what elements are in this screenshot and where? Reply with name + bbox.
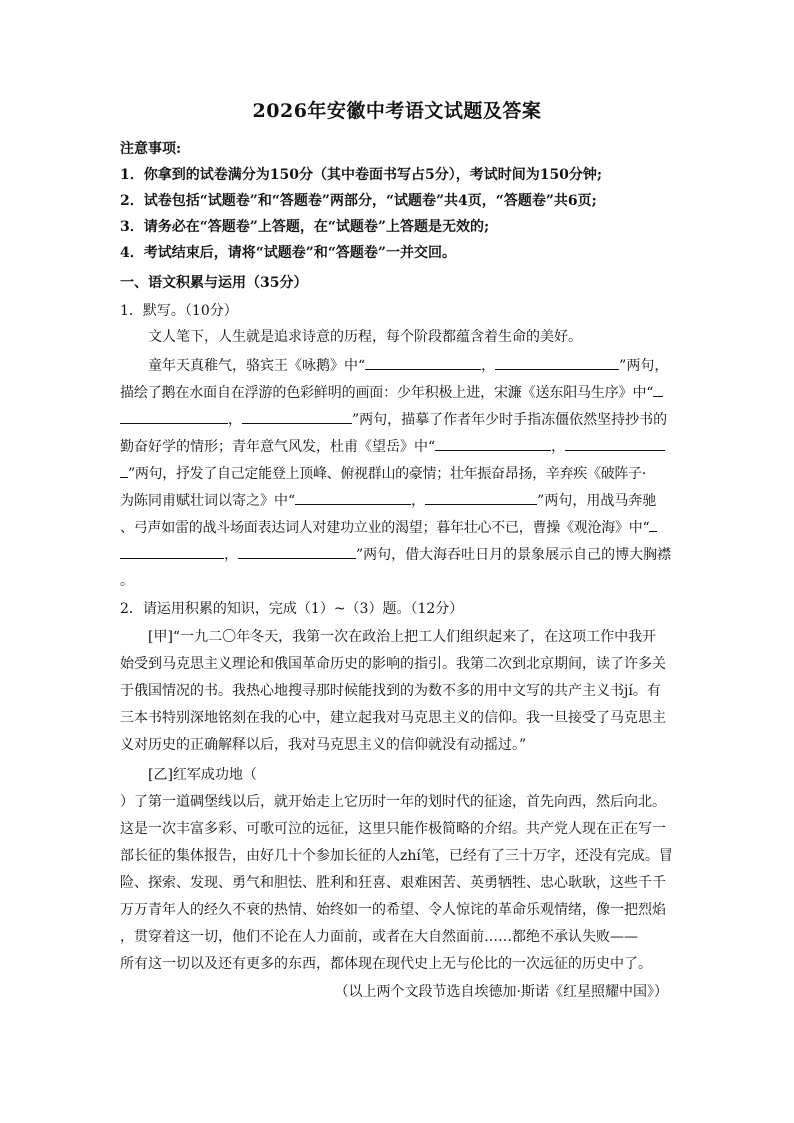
- passage-jia-line: [甲]“一九二〇年冬天，我第一次在政治上把工人们组织起来了，在这项工作中我开: [148, 629, 657, 645]
- text-segment: 、弓声如雷的战斗场面表达词人对建功立业的渴望；暮年壮心不已，曹操《观沧海》中“: [120, 520, 650, 536]
- question-1-text: [120, 543, 680, 565]
- question-1-text: [120, 462, 680, 484]
- text-segment: ”两句，: [619, 358, 669, 374]
- passage-yi-line: 部长征的集体报告，由好几十个参加长征的人zhí笔，已经有了三十万字，还没有完成。冒: [120, 848, 673, 864]
- notice-item: 1．你拿到的试卷满分为150分（其中卷面书写占5分），考试时间为150分钟;: [120, 167, 603, 183]
- answer-blank[interactable]: [649, 516, 657, 532]
- notice-heading: 注意事项:: [120, 141, 182, 157]
- notice-item: 4．考试结束后，请将“试题卷”和“答题卷”一并交回。: [120, 245, 456, 261]
- text-segment: ”两句，抒发了自己定能登上顶峰、俯视群山的豪情；壮年振奋昂扬，辛弃疾《破阵子·: [128, 466, 646, 482]
- passage-jia-line: 义对历史的正确解释以后，我对马克思主义的信仰就没有动摇过。”: [120, 737, 527, 753]
- text-segment: 为陈同甫赋壮词以寄之》中“: [120, 493, 296, 509]
- passage-yi-line: 万万青年人的经久不衰的热情、始终如一的希望、令人惊诧的革命乐观情绪，像一把烈焰: [120, 902, 666, 918]
- answer-blank[interactable]: [238, 543, 356, 559]
- passage-yi-line: ，贯穿着这一切，他们不论在人力面前，或者在大自然面前……都绝不承认失败——: [120, 929, 638, 945]
- text-segment: 勤奋好学的情形；青年意气风发，杜甫《望岳》中“: [120, 439, 436, 455]
- answer-blank[interactable]: [425, 489, 537, 505]
- passage-jia-line: 三本书特别深地铭刻在我的心中，建立起我对马克思主义的信仰。我一旦接受了马克思主: [120, 710, 666, 726]
- passage-yi-line: 险、探索、发现、勇气和胆怯、胜利和狂喜、艰难困苦、英勇牺牲、忠心耿耿，这些千千: [120, 875, 666, 891]
- question-1-text: [148, 354, 708, 376]
- question-1-text: [120, 489, 680, 511]
- question-1-label: 1．默写。（10分）: [120, 303, 238, 319]
- notice-item: 2．试卷包括“试题卷”和“答题卷”两部分，“试题卷”共4页，“答题卷”共6页;: [120, 193, 597, 209]
- answer-blank[interactable]: [565, 435, 665, 451]
- text-segment: ”两句，描摹了作者年少时手指冻僵依然坚持抄书的: [352, 412, 668, 428]
- passage-yi-line: [乙]红军成功地（: [148, 767, 257, 783]
- answer-blank[interactable]: [365, 354, 481, 370]
- answer-blank[interactable]: [653, 381, 663, 397]
- passage-source: （以上两个文段节选自埃德加·斯诺《红星照耀中国》）: [334, 984, 668, 1000]
- text-segment: ，: [411, 493, 426, 509]
- text-segment: ，: [224, 547, 238, 563]
- text-segment: 童年天真稚气，骆宾王《咏鹅》中“: [148, 358, 366, 374]
- answer-blank[interactable]: [435, 435, 551, 451]
- text-segment: ，: [481, 358, 496, 374]
- section-heading: 一、语文积累与运用（35分）: [120, 275, 308, 291]
- page-title: 2026年安徽中考语文试题及答案: [252, 100, 542, 122]
- passage-yi-line: 所有这一切以及还有更多的东西，都体现在现代史上无与伦比的一次远征的历史中了。: [120, 956, 652, 972]
- text-segment: ，: [551, 439, 566, 455]
- question-1-text: [120, 516, 680, 538]
- passage-yi-line: ）了第一道碉堡线以后，就开始走上它历时一年的划时代的征途，首先向西，然后向北。: [120, 794, 666, 810]
- passage-jia-line: 于俄国情况的书。我热心地搜寻那时候能找到的为数不多的用中文写的共产主义书jí。有: [120, 683, 661, 699]
- question-1-text: [120, 408, 680, 430]
- question-1-text: 。: [120, 573, 134, 589]
- answer-blank[interactable]: [120, 408, 228, 424]
- question-1-text: [120, 381, 680, 403]
- answer-blank[interactable]: [295, 489, 411, 505]
- text-segment: ”两句，借大海吞吐日月的景象展示自己的博大胸襟: [356, 547, 672, 563]
- text-segment: ”两句，用战马奔驰: [537, 493, 657, 509]
- question-2-label: 2．请运用积累的知识，完成（1）~（3）题。（12分）: [120, 601, 464, 617]
- text-segment: 描绘了鹅在水面自在浮游的色彩鲜明的画面：少年积极上进，宋濂《送东阳马生序》中“: [120, 385, 654, 401]
- passage-jia-line: 始受到马克思主义理论和俄国革命历史的影响的指引。我第二次到北京期间，读了许多关: [120, 656, 666, 672]
- question-1-intro: 文人笔下，人生就是追求诗意的历程，每个阶段都蕴含着生命的美好。: [148, 329, 582, 345]
- answer-blank[interactable]: [242, 408, 352, 424]
- question-1-text: [120, 435, 680, 457]
- text-segment: ，: [228, 412, 242, 428]
- notice-item: 3．请务必在“答题卷”上答题，在“试题卷”上答题是无效的;: [120, 219, 490, 235]
- answer-blank[interactable]: [495, 354, 619, 370]
- passage-yi-line: 这是一次丰富多彩、可歌可泣的远征，这里只能作极简略的介绍。共产党人现在正在写一: [120, 821, 666, 837]
- answer-blank[interactable]: [120, 543, 224, 559]
- answer-blank[interactable]: [120, 462, 128, 478]
